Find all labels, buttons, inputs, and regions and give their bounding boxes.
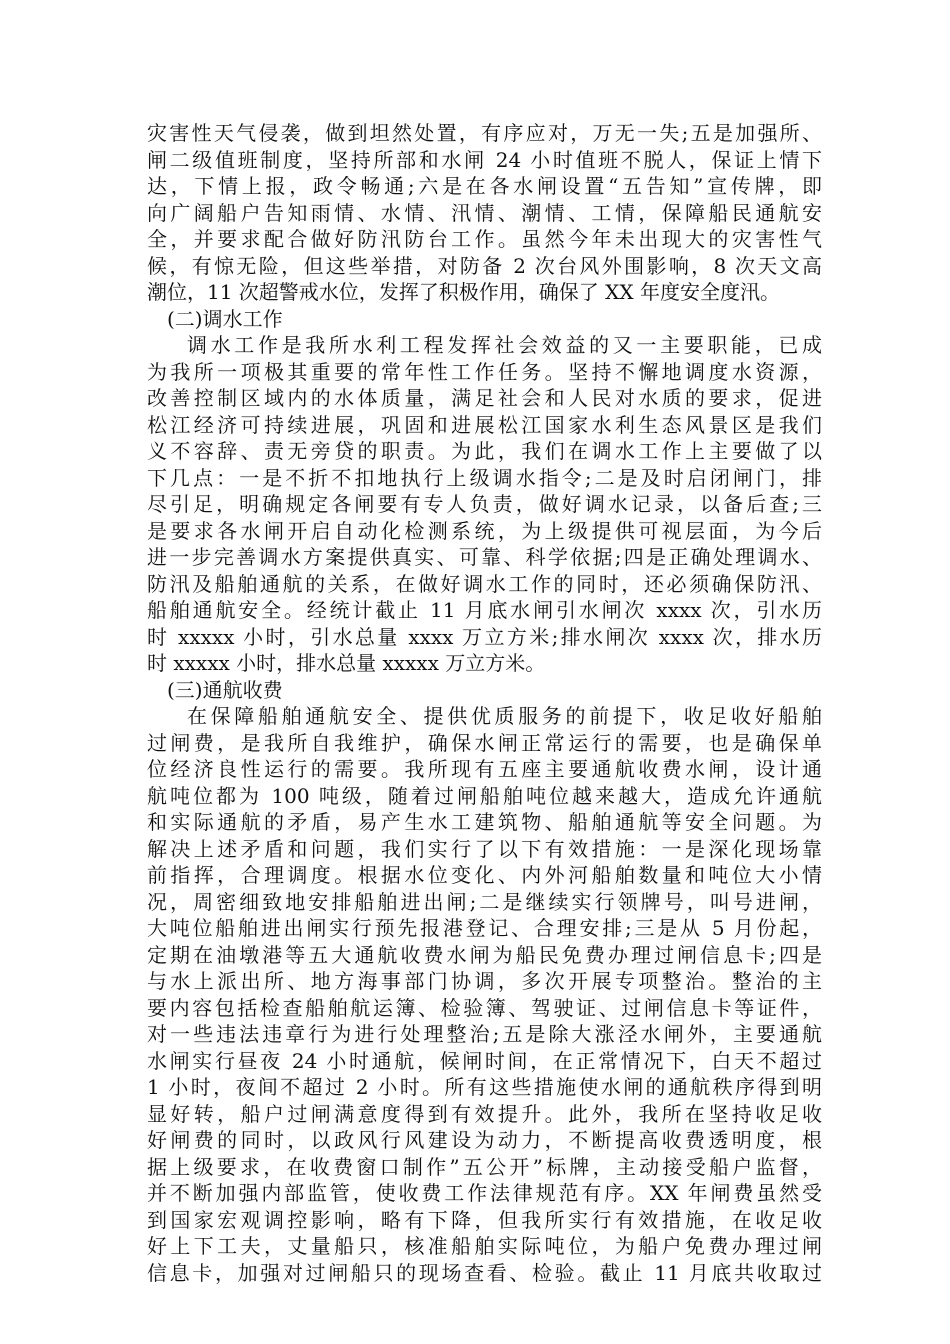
text-line: 据上级要求，在收费窗口制作”五公开”标牌，主动接受船户监督， [147,1154,822,1179]
text-line: 调水工作是我所水利工程发挥社会效益的又一主要职能，已成 [187,333,822,357]
document-page [147,120,822,1286]
text-line: 解决上述矛盾和问题，我们实行了以下有效措施：一是深化现场靠 [147,836,822,861]
text-line: 信息卡，加强对过闸船只的现场查看、检验。截止 11 月底共收取过 [147,1260,822,1285]
text-line: 与水上派出所、地方海事部门协调，多次开展专项整治。整治的主 [147,969,822,993]
text-line: 大吨位船舶进出闸实行预先报港登记、合理安排;三是从 5 月份起， [147,916,822,940]
text-line: 在保障船舶通航安全、提供优质服务的前提下，收足收好船舶 [187,704,822,728]
text-line: 航吨位都为 100 吨级，随着过闸船舶吨位越来越大，造成允许通航 [147,783,822,808]
text-line: 是要求各水闸开启自动化检测系统，为上级提供可视层面，为今后 [147,518,822,543]
text-line: 灾害性天气侵袭，做到坦然处置，有序应对，万无一失;五是加强所、 [147,121,822,145]
text-line: 水闸实行昼夜 24 小时通航，候闸时间，在正常情况下，白天不超过 [147,1048,822,1073]
text-line: 向广阔船户告知雨情、水情、汛情、潮情、工情，保障船民通航安 [147,200,822,225]
text-line: 定期在油墩港等五大通航收费水闸为船民免费办理过闸信息卡;四是 [147,942,822,967]
section-heading: (二)调水工作 [167,306,283,331]
text-line: 尽引足，明确规定各闸要有专人负责，做好调水记录，以备后查;三 [147,492,822,516]
text-line: 时 xxxxx 小时，排水总量 xxxxx 万立方米。 [147,651,546,675]
text-line: 达，下情上报，政令畅通;六是在各水闸设置“五告知”宣传牌，即 [147,174,822,198]
text-line: 时 xxxxx 小时，引水总量 xxxx 万立方米;排水闸次 xxxx 次，排水历 [147,624,822,649]
text-line: 松江经济可持续进展，巩固和进展松江国家水利生态风景区是我们 [147,412,822,437]
text-line: 况，周密细致地安排船舶进出闸;二是继续实行领牌号，叫号进闸， [147,889,822,914]
text-line: 显好转，船户过闸满意度得到有效提升。此外，我所在坚持收足收 [147,1101,822,1126]
text-line: 候，有惊无险，但这些举措，对防备 2 次台风外围影响，8 次天文高 [147,253,822,278]
text-line: 并不断加强内部监管，使收费工作法律规范有序。XX 年闸费虽然受 [147,1181,822,1205]
text-line: 义不容辞、责无旁贷的职责。为此，我们在调水工作上主要做了以 [147,439,822,463]
text-line: 全，并要求配合做好防汛防台工作。虽然今年未出现大的灾害性气 [147,227,822,251]
text-line: 和实际通航的矛盾，易产生水工建筑物、船舶通航等安全问题。为 [147,810,822,834]
text-line: 潮位，11 次超警戒水位，发挥了积极作用，确保了 XX 年度安全度汛。 [147,280,780,304]
text-line: 闸二级值班制度，坚持所部和水闸 24 小时值班不脱人，保证上情下 [147,147,822,172]
text-line: 位经济良性运行的需要。我所现有五座主要通航收费水闸，设计通 [147,757,822,781]
text-line: 好上下工夫，丈量船只，核准船舶实际吨位，为船户免费办理过闸 [147,1234,822,1258]
text-line: 过闸费，是我所自我维护，确保水闸正常运行的需要，也是确保单 [147,730,822,755]
section-heading: (三)通航收费 [167,677,283,702]
text-line: 船舶通航安全。经统计截止 11 月底水闸引水闸次 xxxx 次，引水历 [147,598,822,622]
text-line: 为我所一项极其重要的常年性工作任务。坚持不懈地调度水资源， [147,359,822,384]
text-line: 改善控制区域内的水体质量，满足社会和人民对水质的要求，促进 [147,386,822,410]
text-line: 进一步完善调水方案提供真实、可靠、科学依据;四是正确处理调水、 [147,545,822,569]
text-line: 对一些违法违章行为进行处理整治;五是除大涨泾水闸外，主要通航 [147,1022,822,1046]
text-line: 到国家宏观调控影响，略有下降，但我所实行有效措施，在收足收 [147,1207,822,1232]
text-line: 要内容包括检查船舶航运簿、检验簿、驾驶证、过闸信息卡等证件， [147,995,822,1020]
text-line: 前指挥，合理调度。根据水位变化、内外河船舶数量和吨位大小情 [147,863,822,887]
text-line: 防汛及船舶通航的关系，在做好调水工作的同时，还必须确保防汛、 [147,571,822,596]
text-line: 好闸费的同时，以政风行风建设为动力，不断提高收费透明度，根 [147,1128,822,1152]
text-line: 1 小时，夜间不超过 2 小时。所有这些措施使水闸的通航秩序得到明 [147,1075,822,1099]
text-line: 下几点：一是不折不扣地执行上级调水指令;二是及时启闭闸门，排 [147,465,822,490]
